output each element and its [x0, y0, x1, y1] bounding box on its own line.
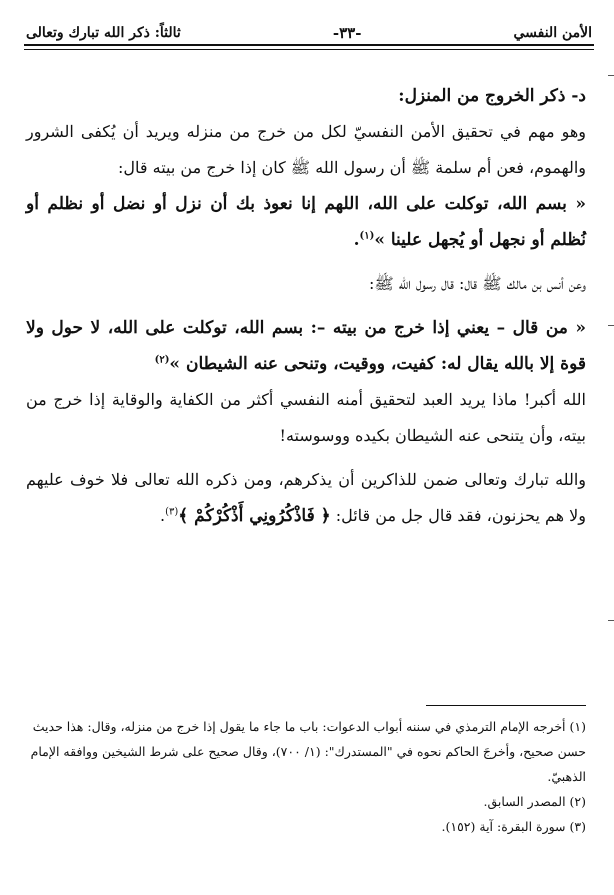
hadith-quote-2 [26, 310, 586, 382]
footnote-2: (٢) المصدر السابق. [483, 794, 586, 809]
scan-edge-mark [608, 620, 614, 621]
scan-edge-mark [608, 325, 614, 326]
header-right-title: الأمن النفسي [513, 25, 592, 41]
hadith-1-text: « بسم الله، توكلت على الله، اللهم إنا نعوذ بك أن نزل أو نضل أو نظلم أو نُظلم أو نجهل أو يُجهل علينا » [26, 194, 586, 250]
page-header [26, 22, 592, 44]
hadith-quote-1: « بسم الله، توكلت على الله، اللهم إنا نعوذ بك أن نزل أو نضل أو نظلم أو نُظلم أو نجهل أو يُجهل علينا »$^{(١)}$. [26, 194, 586, 250]
section-heading: د- ذكر الخروج من المنزل: [398, 86, 586, 106]
quran-verse: ﴿ فَاذْكُرُونِي أَذْكُرْكُمْ ﴾ [178, 506, 331, 526]
header-left-title: ثالثاً: ذكر الله تبارك وتعالى [26, 25, 181, 41]
footnote-3: (٣) سورة البقرة: آية (١٥٢). [441, 819, 586, 834]
footnote-1: (١) أخرجه الإمام الترمذي في سننه أبواب الدعوات: باب ما جاء ما يقول إذا خرج من منزله، وقال: هذا حديث حسن صحيح، وأخرجَ الحاكم نحوه في "المستدرك": (١/ ٧٠٠)، وقال صحيح على شرط الشيخين ووافقه الإمام الذهبيّ. [30, 719, 586, 784]
page-number: -٣٣- [332, 24, 362, 42]
footnote-ref-3: (٣) [165, 506, 179, 518]
footnotes [26, 714, 586, 839]
page-body [26, 78, 586, 534]
footnote-separator [426, 705, 586, 706]
hadith-2-text: « من قال – يعني إذا خرج من بيته –: بسم الله، توكلت على الله، لا حول ولا قوة إلا بالله يقال له: كفيت، ووقيت، وتنحى عنه الشيطان » [26, 318, 586, 374]
header-rule [24, 44, 594, 46]
paragraph-intro: وهو مهم في تحقيق الأمن النفسيّ لكل من خرج من منزله ويريد أن يُكفى الشرور والهموم، فعن أم سلمة ﷺ أن رسول الله ﷺ كان إذا خرج من بيته قال: [26, 122, 586, 177]
paragraph-quran-intro: والله تبارك وتعالى ضمن للذاكرين أن يذكرهم، ومن ذكره الله تعالى فلا خوف عليهم ولا هم يحزنون، فقد قال جل من قائل: ﴿ فَاذْكُرُونِي أَذْكُرْكُمْ ﴾$^{(٣)}$. [26, 470, 586, 526]
scan-edge-mark [608, 75, 614, 76]
footnote-ref-1: (١) [359, 230, 375, 242]
paragraph-quran-text: والله تبارك وتعالى ضمن للذاكرين أن يذكرهم، ومن ذكره الله تعالى فلا خوف عليهم ولا هم يحزنون، فقد قال جل من قائل: [26, 470, 586, 525]
header-rule-thin [24, 49, 594, 50]
paragraph-reflection: الله أكبر! ماذا يريد العبد لتحقيق أمنه النفسي أكثر من الكفاية والوقاية إذا خرج من بيته، وأن يتنحى عنه الشيطان بكيده ووسوسته! [26, 390, 586, 445]
footnote-ref-2: (٢) [154, 354, 170, 366]
paragraph-anas: وعن أنس بن مالك ﷺ قال: قال رسول الله ﷺ: [368, 274, 586, 293]
